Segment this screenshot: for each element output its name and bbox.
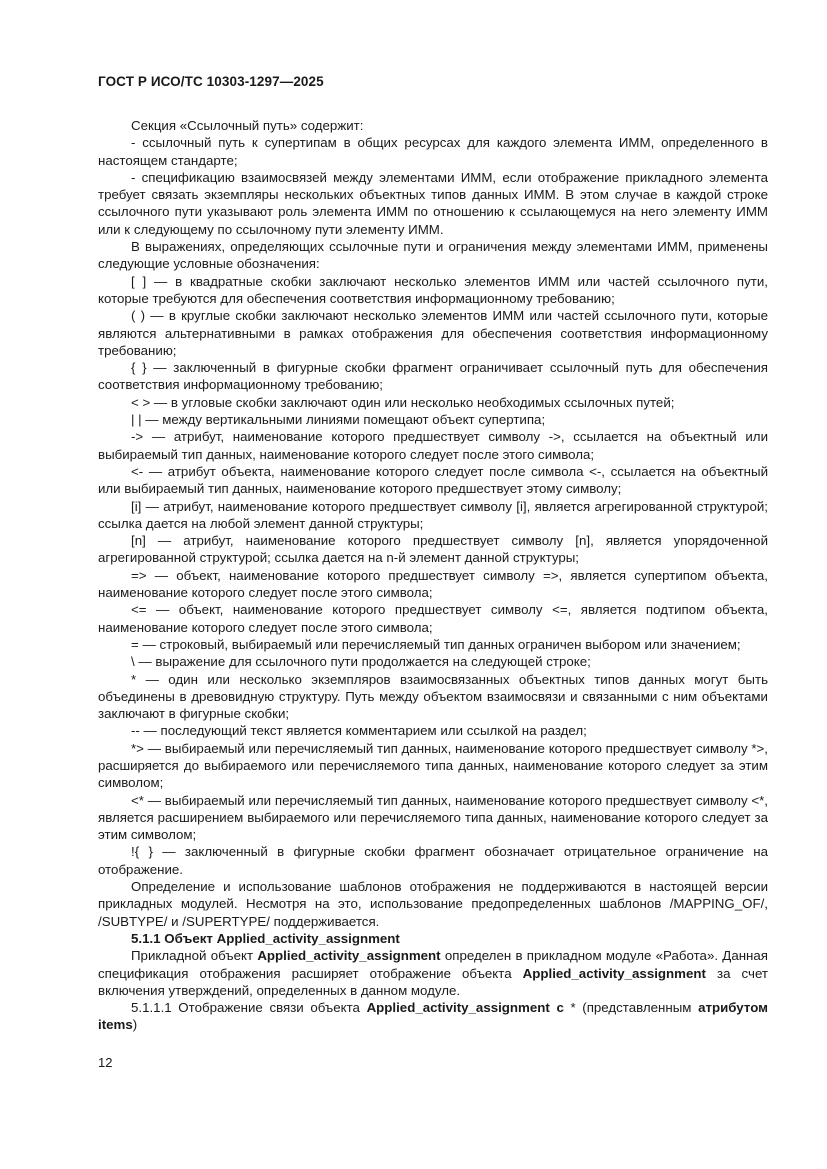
- paragraph: [n] — атрибут, наименование которого предшествует символу [n], является упорядоченной агрегированной структурой; ссылка дается на n-й элемент данной структуры;: [98, 533, 768, 566]
- bold-run: Applied_activity_assignment: [257, 948, 441, 964]
- paragraph: = — строковый, выбираемый или перечисляемый тип данных ограничен выбором или значением;: [131, 636, 741, 652]
- paragraph: { } — заключенный в фигурные скобки фрагмент ограничивает ссылочный путь для обеспечения соответствия информационному требованию;: [98, 360, 768, 393]
- paragraph: *> — выбираемый или перечисляемый тип данных, наименование которого предшествует символу *>, расширяется до выбираемого или перечисляемого типа данных, наименование которого следует за этим символом;: [98, 740, 768, 791]
- page-number: 12: [98, 1055, 113, 1070]
- paragraph: Секция «Ссылочный путь» содержит:: [131, 118, 364, 133]
- paragraph: [i] — атрибут, наименование которого предшествует символу [i], является агрегированной структурой; ссылка дается на любой элемент данной структуры;: [98, 498, 768, 531]
- paragraph: => — объект, наименование которого предшествует символу =>, является супертипом объекта, наименование которого следует после этого символа;: [98, 567, 768, 601]
- paragraph: ( ) — в круглые скобки заключают несколько элементов ИММ или частей ссылочного пути, которые являются альтернативными в рамках отображения для обеспечения соответствия информационному требованию;: [98, 308, 768, 358]
- paragraph: -> — атрибут, наименование которого предшествует символу ->, ссылается на объектный или выбираемый тип данных, наименование которого следует после этого символа;: [98, 429, 768, 462]
- bold-run: атрибутом items: [98, 1000, 768, 1033]
- paragraph: < > — в угловые скобки заключают один или несколько необходимых ссылочных путей;: [131, 394, 675, 410]
- text-run: ): [132, 1017, 138, 1033]
- paragraph: - ссылочный путь к супертипам в общих ресурсах для каждого элемента ИММ, определенного в настоящем стандарте;: [98, 135, 768, 168]
- paragraph: \ — выражение для ссылочного пути продолжается на следующей строке;: [131, 654, 591, 670]
- section-heading: 5.1.1 Объект Applied_activity_assignment: [131, 930, 400, 946]
- text-run: * (представленным: [563, 1000, 699, 1016]
- text-run: Прикладной объект: [131, 948, 258, 964]
- paragraph: -- — последующий текст является комментарием или ссылкой на раздел;: [131, 723, 587, 739]
- text-run: определен в прикладном модуле «Работа». Данная спецификация отображения расширяет отображение объекта: [98, 948, 768, 981]
- paragraph: <* — выбираемый или перечисляемый тип данных, наименование которого предшествует символу <*, является расширением выбираемого или перечисляемого типа данных, наименование которого следует за этим символом;: [98, 792, 768, 843]
- paragraph: [ ] — в квадратные скобки заключают несколько элементов ИММ или частей ссылочного пути, которые требуются для обеспечения соответствия информационному требованию;: [98, 273, 768, 306]
- paragraph: <- — атрибут объекта, наименование которого следует после символа <-, ссылается на объектный или выбираемый тип данных, наименование которого предшествует этому символу;: [98, 463, 768, 497]
- paragraph: | | — между вертикальными линиями помещают объект супертипа;: [131, 412, 546, 428]
- paragraph: Определение и использование шаблонов отображения не поддерживаются в настоящей версии прикладных модулей. Несмотря на это, использование предопределенных шаблонов /MAPPING_OF/, /SUBTYPE/ и /SUPERTYPE/ поддерживается.: [98, 879, 768, 929]
- bold-run: Applied_activity_assignment с: [366, 1000, 564, 1016]
- bold-run: Applied_activity_assignment: [522, 965, 706, 981]
- subsection-paragraph: [98, 999, 768, 1034]
- paragraph: <= — объект, наименование которого предшествует символу <=, является подтипом объекта, наименование которого следует после этого символа;: [98, 602, 768, 635]
- text-run: за счет включения утверждений, определенных в данном модуле.: [98, 965, 768, 998]
- paragraph: !{ } — заключенный в фигурные скобки фрагмент обозначает отрицательное ограничение на отображение.: [98, 844, 768, 877]
- document-header: ГОСТ Р ИСО/ТС 10303-1297—2025: [98, 74, 324, 89]
- section-paragraph: [98, 947, 768, 999]
- text-run: 5.1.1.1 Отображение связи объекта: [131, 1000, 367, 1016]
- document-body: [98, 117, 768, 1034]
- paragraph: - спецификацию взаимосвязей между элементами ИММ, если отображение прикладного элемента требует связать экземпляры нескольких объектных типов данных ИММ. В этом случае в каждой строке ссылочного пути указывают роль элемента ИММ по отношению к ссылающемуся на него элементу ИММ или к следующему по ссылочному пути элементу ИММ.: [98, 169, 768, 237]
- paragraph: * — один или несколько экземпляров взаимосвязанных объектных типов данных могут быть объединены в древовидную структуру. Путь между объектом взаимосвязи и связанными с ним объектами заключают в фигурные скобки;: [98, 671, 768, 722]
- paragraph: В выражениях, определяющих ссылочные пути и ограничения между элементами ИММ, применены следующие условные обозначения:: [98, 239, 768, 272]
